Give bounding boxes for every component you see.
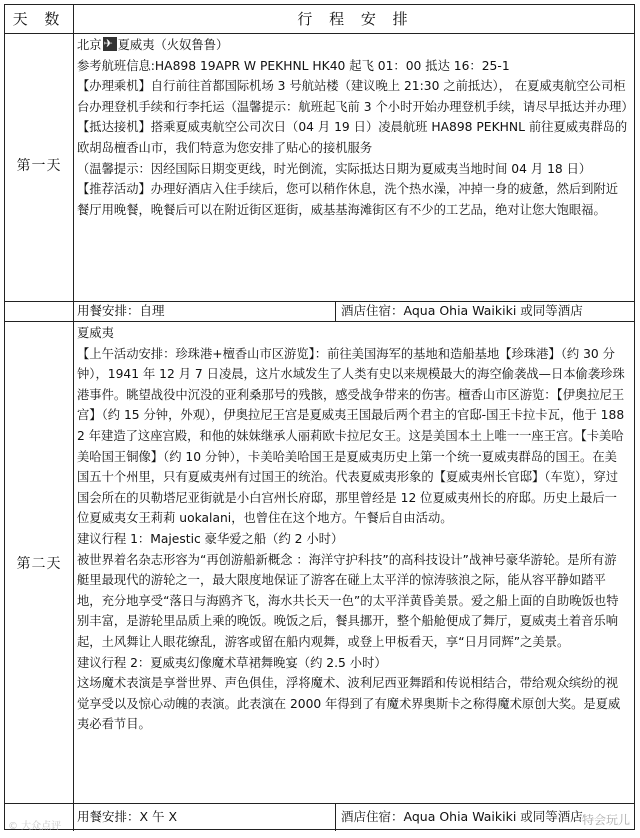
option-1-title: 建议行程 1：Majestic 豪华爱之船（约 2 小时） — [77, 531, 344, 546]
recommend-activity: 【推荐活动】办理好酒店入住手续后，您可以稍作休息，洗个热水澡，冲掉一身的疲惫，然后到附近餐厅用晚餐，晚餐后可以在附近街区逛街，威基基海滩街区有不少的工艺品，绝对让您大饱眼福。 — [77, 182, 619, 217]
day-1-content — [77, 35, 634, 220]
watermark-left: © 大众点评 — [8, 821, 62, 832]
dateline-tip: （温馨提示：因经国际日期变更线，时光倒流，实际抵达日期为夏威夷当地时间 04 月 18 日） — [77, 161, 592, 176]
checkin-info: 【办理乘机】自行前往首都国际机场 3 号航站楼（建议晚上 21:30 之前抵达）， 在夏威夷航空公司柜台办理登机手续和行李托运（温馨提示：航班起飞前 3 个小时开始办理登机手续，请尽早抵达并办理） — [77, 79, 634, 114]
header-days: 天 数 — [12, 10, 66, 28]
day-2-content — [77, 323, 628, 735]
itinerary-table — [4, 4, 635, 830]
day-1-meals: 用餐安排：自理 — [77, 303, 165, 318]
location-title: 夏威夷 — [77, 326, 114, 340]
watermark-right: ·特会玩儿 — [578, 813, 630, 827]
flight-info: 参考航班信息:HA898 19APR W PEKHNL HK40 起飞 01：00 抵达 16：25-1 — [77, 58, 510, 73]
option-2-desc: 这场魔术表演是享誉世界、声色俱佳，浮将魔术、波利尼西亚舞蹈和传说相结合，带给观众缤纷的视觉享受以及惊心动魄的表演。此表演在 2000 年得到了有魔术界奥斯卡之称得魔术原创大奖。是夏威夷必看节目。 — [77, 676, 621, 732]
meal-divider — [335, 301, 336, 321]
airplane-icon — [103, 37, 117, 51]
column-divider — [73, 5, 74, 831]
header-itinerary: 行 程 安 排 — [297, 10, 414, 28]
option-1-desc: 被世界着名杂志形容为“再创游船新概念 ：海洋守护科技”的高科技设计”战神号豪华游轮。是所有游艇里最现代的游轮之一，最大限度地保证了游客在碰上太平洋的惊涛骇浪之际，能从容平静如踏平地，充分地享受“落日与海鸥齐飞，海水共长天一色”的太平洋黄昏美景。爱之船上面的自助晚饭也特别丰富，是游轮里品质上乘的晚饭。晚饭之后，餐具挪开，整个船舱便成了舞厅，夏威夷土着音乐响起，土风舞让人眼花缭乱，游客或留在船内观舞，或登上甲板看天，享“日月同辉”之美景。 — [77, 552, 619, 649]
route-line — [77, 35, 628, 56]
destination-city: 夏威夷（火奴鲁鲁） — [117, 38, 229, 52]
day-2-hotel: 酒店住宿：Aqua Ohia Waikiki 或同等酒店 — [341, 809, 583, 824]
row-divider — [5, 321, 634, 322]
pickup-info: 【抵达接机】搭乘夏威夷航空公司次日（04 月 19 日）凌晨航班 HA898 PEKHNL 前往夏威夷群岛的欧胡岛檀香山市，我们特意为您安排了贴心的接机服务 — [77, 120, 628, 155]
day-1-label: 第一天 — [16, 158, 62, 174]
option-2-title: 建议行程 2：夏威夷幻像魔术草裙舞晚宴（约 2.5 小时） — [77, 655, 387, 670]
origin-city: 北京 — [77, 38, 102, 52]
day-2-label: 第二天 — [16, 556, 62, 572]
meal-divider — [335, 803, 336, 831]
row-divider — [5, 803, 634, 804]
row-divider — [5, 33, 634, 34]
morning-activity: 【上午活动安排：珍珠港+檀香山市区游览】：前往美国海军的基地和造船基地【珍珠港】（约 30 分钟），1941 年 12 月 7 日凌晨，这片水域发生了人类有史以来规模最大的海空偷袭战—日本偷袭珍珠港事件。眺望战役中沉没的亚利桑那号的残骸，感受战争带来的伤害。檀香山市区游览：【伊奥拉尼王宫】（约 15 分钟，外观），伊奥拉尼王宫是夏威夷王国最后两个君主的官邸-国王卡拉卡瓦，他于 1882 年建造了这座宫殿，和他的妹妹继承人丽莉欧卡拉尼女王。这是美国本土上唯一一座王宫。【卡美哈美哈国王铜像】（约 10 分钟），卡美哈美哈国王是夏威夷历史上第一个统一夏威夷群岛的国王。在美国五十个州里，只有夏威夷州有过国王的统治。代表夏威夷形象的【夏威夷州长官邸】（车览），穿过国会所在的贝勒塔尼亚街就是小白宫州长府邸，那里曾经是 12 位夏威夷州长的府邸。历史上最后一位夏威夷女王莉莉 uokalani，也曾住在这个地方。午餐后自由活动。 — [77, 346, 625, 526]
day-2-meals: 用餐安排：X 午 X — [77, 809, 178, 824]
day-1-hotel: 酒店住宿：Aqua Ohia Waikiki 或同等酒店 — [341, 303, 583, 318]
